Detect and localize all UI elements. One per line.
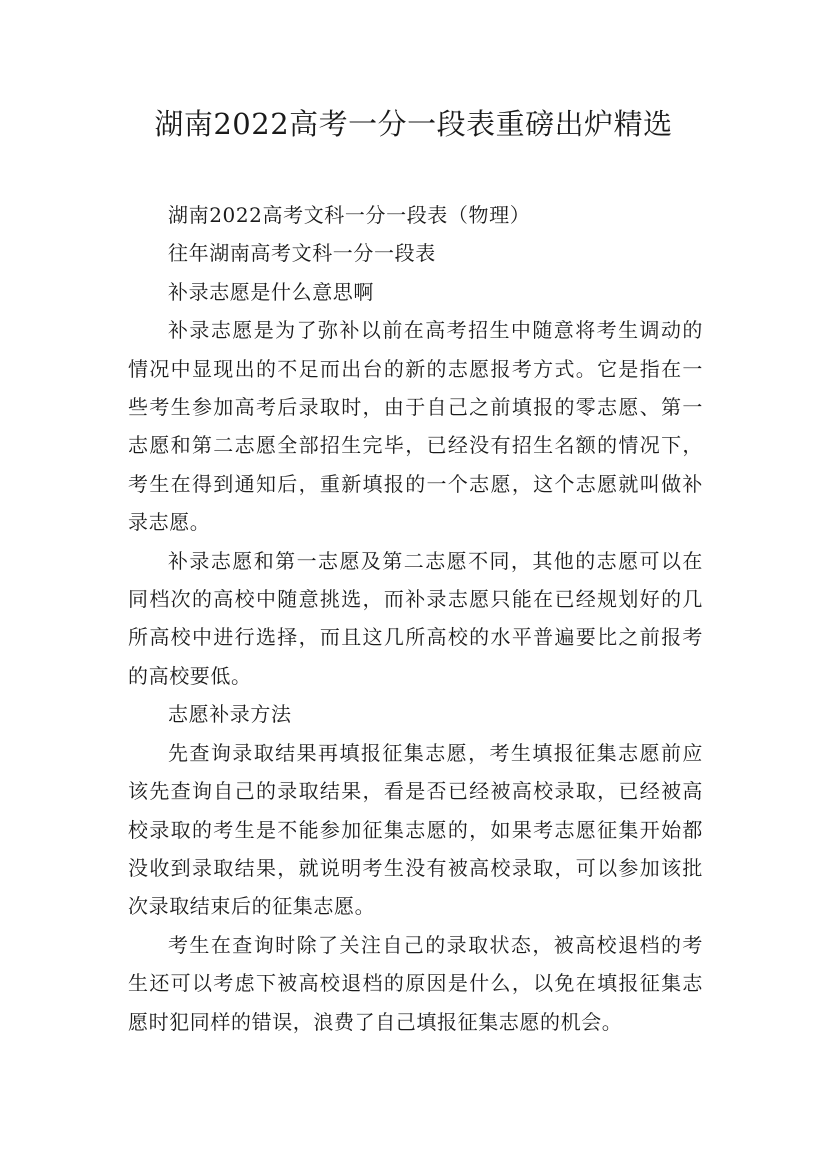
paragraph: 志愿补录方法 [168,702,292,727]
paragraph: 往年湖南高考文科一分一段表 [168,241,436,266]
paragraph: 湖南2022高考文科一分一段表（物理） [168,203,531,227]
paragraph: 先查询录取结果再填报征集志愿，考生填报征集志愿前应该先查询自己的录取结果，看是否已经被高校录取，已经被高校录取的考生是不能参加征集志愿的，如果考志愿征集开始都没收到录取结果，就说明考生没有被高校录取，可以参加该批次录取结束后的征集志愿。 [128,740,703,919]
paragraph: 考生在查询时除了关注自己的录取状态，被高校退档的考生还可以考虑下被高校退档的原因是什么，以免在填报征集志愿时犯同样的错误，浪费了自己填报征集志愿的机会。 [128,932,703,1034]
paragraph: 补录志愿是什么意思啊 [168,279,374,304]
document-title: 湖南2022高考一分一段表重磅出炉精选 [154,107,673,141]
paragraph: 补录志愿和第一志愿及第二志愿不同，其他的志愿可以在同档次的高校中随意挑选，而补录志愿只能在已经规划好的几所高校中进行选择，而且这几所高校的水平普遍要比之前报考的高校要低。 [128,548,703,688]
document-body [128,196,703,1041]
paragraph: 补录志愿是为了弥补以前在高考招生中随意将考生调动的情况中显现出的不足而出台的新的志愿报考方式。它是指在一些考生参加高考后录取时，由于自己之前填报的零志愿、第一志愿和第二志愿全部招生完毕，已经没有招生名额的情况下，考生在得到通知后，重新填报的一个志愿，这个志愿就叫做补录志愿。 [128,318,703,535]
